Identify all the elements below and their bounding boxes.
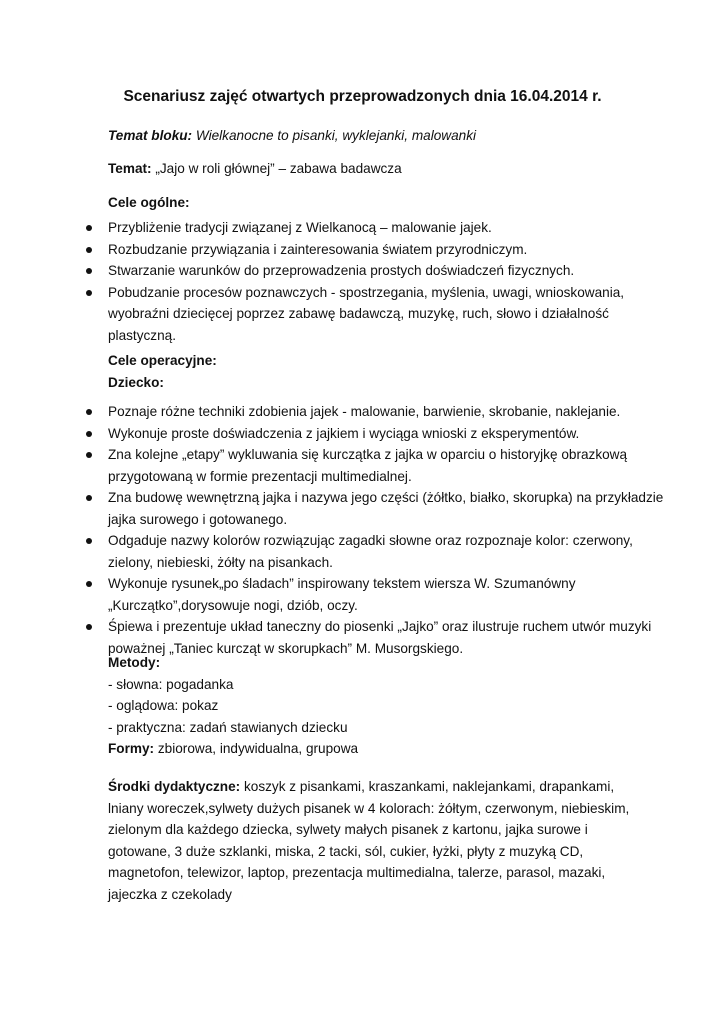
list-item: Rozbudzanie przywiązania i zainteresowania światem przyrodniczym. [86, 239, 666, 261]
list-item: Wykonuje proste doświadczenia z jajkiem i wyciąga wnioski z eksperymentów. [86, 423, 666, 445]
topic-label: Temat: [108, 161, 152, 176]
bullet-icon [86, 452, 92, 458]
list-item: Stwarzanie warunków do przeprowadzenia prostych doświadczeń fizycznych. [86, 260, 666, 282]
block-topic-label: Temat bloku: [108, 128, 193, 143]
list-item: Odgaduje nazwy kolorów rozwiązując zagadki słowne oraz rozpoznaje kolor: czerwony, zielony, niebieski, żółty na pisankach. [86, 530, 666, 573]
bullet-icon [86, 431, 92, 437]
bullet-icon [86, 409, 92, 415]
list-item: Pobudzanie procesów poznawczych - spostrzegania, myślenia, uwagi, wnioskowania, wyobraźni dziecięcej poprzez zabawę badawczą, muzykę, ruch, słowo i działalność plastyczną. [86, 282, 666, 347]
general-goals-heading: Cele ogólne: [108, 195, 190, 210]
teaching-aids-label: Środki dydaktyczne: [108, 779, 241, 794]
list-item: Zna kolejne „etapy” wykluwania się kurczątka z jajka w oparciu o historyjkę obrazkową przygotowaną w formie prezentacji multimedialnej. [86, 444, 666, 487]
bullet-icon [86, 290, 92, 296]
block-topic-value: Wielkanocne to pisanki, wyklejanki, malowanki [195, 128, 477, 143]
bullet-icon [86, 247, 92, 253]
topic-line [108, 161, 402, 176]
methods-item: - oglądowa: pokaz [108, 698, 219, 713]
methods-item: - praktyczna: zadań stawianych dziecku [108, 719, 348, 735]
topic-value: „Jajo w roli głównej” – zabawa badawcza [155, 161, 402, 176]
bullet-icon [86, 495, 92, 501]
list-item: Śpiewa i prezentuje układ taneczny do piosenki „Jajko” oraz ilustruje ruchem utwór muzyki poważnej „Taniec kurcząt w skorupkach” M. Musorgskiego. [86, 616, 666, 659]
operational-goals-heading: Cele operacyjne: [108, 353, 217, 368]
methods-heading: Metody: [108, 655, 161, 670]
general-goals-list [86, 217, 666, 346]
operational-goals-subheading: Dziecko: [108, 375, 164, 390]
teaching-aids-paragraph [108, 776, 638, 905]
list-item: Poznaje różne techniki zdobienia jajek - malowanie, barwienie, skrobanie, naklejanie. [86, 401, 666, 423]
forms-label: Formy: [108, 741, 155, 756]
block-topic-line [108, 128, 476, 143]
forms-value: zbiorowa, indywidualna, grupowa [157, 741, 359, 756]
bullet-icon [86, 225, 92, 231]
list-item: Wykonuje rysunek„po śladach” inspirowany tekstem wiersza W. Szumanówny „Kurczątko”,dorysowuje nogi, dziób, oczy. [86, 573, 666, 616]
methods-section [108, 652, 648, 760]
document-title: Scenariusz zajęć otwartych przeprowadzonych dnia 16.04.2014 r. [123, 88, 602, 105]
bullet-icon [86, 624, 92, 630]
bullet-icon [86, 268, 92, 274]
list-item: Zna budowę wewnętrzną jajka i nazywa jego części (żółtko, białko, skorupka) na przykładzie jajka surowego i gotowanego. [86, 487, 666, 530]
operational-goals-list [86, 401, 666, 659]
methods-item: - słowna: pogadanka [108, 676, 234, 692]
bullet-icon [86, 581, 92, 587]
teaching-aids-value: koszyk z pisankami, kraszankami, naklejankami, drapankami, lniany woreczek,sylwety dużych pisanek w 4 kolorach: żółtym, czerwonym, niebieskim, zielonym dla każdego dziecka, sylwety małych pisanek z kartonu, jajka surowe i gotowane, 3 duże szklanki, miska, 2 tacki, sól, cukier, łyżki, płyty z muzyką CD, magnetofon, telewizor, laptop, prezentacja multimedialna, talerze, parasol, mazaki, jajeczka z czekolady [108, 779, 630, 902]
bullet-icon [86, 538, 92, 544]
forms-line [108, 738, 648, 760]
list-item: Przybliżenie tradycji związanej z Wielkanocą – malowanie jajek. [86, 217, 666, 239]
